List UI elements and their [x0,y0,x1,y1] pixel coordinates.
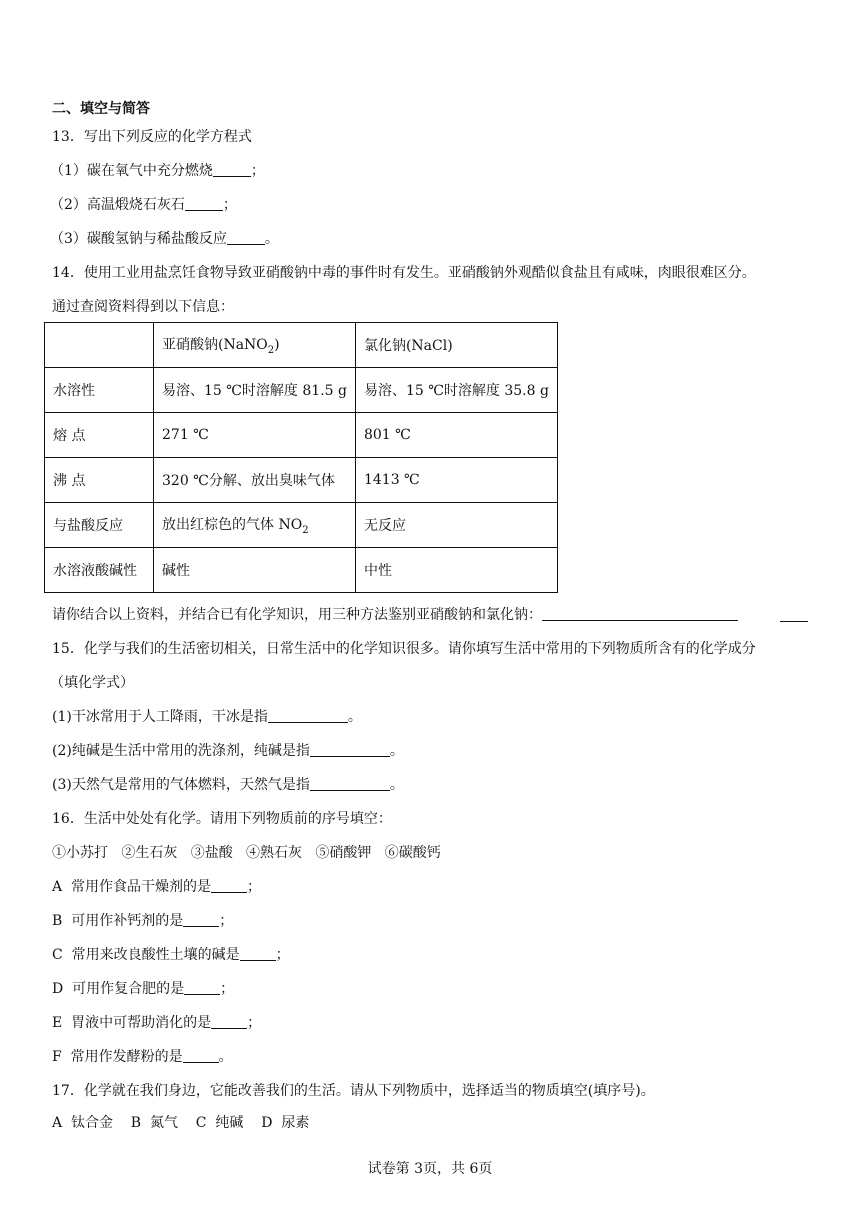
table-cell: 320 ℃分解、放出臭味气体 [154,458,356,503]
table-cell [45,323,154,368]
table-row [45,368,558,413]
q16-item-c: C 常用来改良酸性土壤的碱是 ； [52,947,290,963]
answer-blank[interactable] [227,230,265,245]
table-cell: 无反应 [355,503,557,548]
answer-blank[interactable] [240,946,276,961]
q14-question: 请你结合以上资料，并结合已有化学知识，用三种方法鉴别亚硝酸钠和氯化钠： [52,605,738,625]
table-cell: 碱性 [154,548,356,593]
table-cell: 沸 点 [45,458,154,503]
q16-stem: 16．生活中处处有化学。请用下列物质前的序号填空： [52,811,392,827]
q14-stem-line2: 通过查阅资料得到以下信息： [52,299,234,315]
section-title: 二、填空与简答 [52,101,150,117]
q15-stem-line2: （填化学式） [50,675,134,691]
page-footer: 试卷第 3页，共 6页 [367,1161,493,1177]
q15-item-3: (3)天然气是常用的气体燃料，天然气是指 。 [52,777,404,793]
table-row [45,413,558,458]
answer-blank[interactable] [211,1014,247,1029]
q17-stem: 17．化学就在我们身边，它能改善我们的生活。请从下列物质中，选择适当的物质填空(填序号)。 [52,1083,655,1099]
table-row [45,458,558,503]
answer-blank[interactable] [310,742,390,757]
q16-item-f: F 常用作发酵粉的是 。 [52,1049,233,1065]
table-row [45,548,558,593]
q15-item-1: (1)干冰常用于人工降雨，干冰是指 。 [52,709,362,725]
q14-stem-line1: 14．使用工业用盐烹饪食物导致亚硝酸钠中毒的事件时有发生。亚硝酸钠外观酷似食盐且有咸味，肉眼很难区分。 [52,265,756,281]
q13-stem: 13．写出下列反应的化学方程式 [52,129,252,145]
table-cell: 水溶性 [45,368,154,413]
q16-item-b: B 可用作补钙剂的是 ； [52,913,234,929]
table-cell: 中性 [355,548,557,593]
q15-stem-line1: 15．化学与我们的生活密切相关，日常生活中的化学知识很多。请你填写生活中常用的下列物质所含有的化学成分 [52,641,756,657]
q16-options: ①小苏打 ②生石灰 ③盐酸 ④熟石灰 ⑤硝酸钾 ⑥碳酸钙 [52,845,441,861]
q17-options: A 钛合金 B 氮气 C 纯碱 D 尿素 [52,1115,310,1131]
table-cell: 氯化钠(NaCl) [355,323,557,368]
answer-blank[interactable] [780,607,808,622]
info-table [44,322,558,593]
answer-blank[interactable] [184,980,220,995]
table-cell: 271 ℃ [154,413,356,458]
answer-blank[interactable] [213,162,251,177]
q13-item-3: （3）碳酸氢钠与稀盐酸反应 。 [50,231,279,247]
answer-blank[interactable] [183,912,219,927]
table-cell: 1413 ℃ [355,458,557,503]
table-row [45,323,558,368]
q16-item-d: D 可用作复合肥的是 ； [52,981,235,997]
q13-item-1: （1）碳在氧气中充分燃烧 ； [50,163,265,179]
table-cell: 易溶、15 ℃时溶解度 81.5 g [154,368,356,413]
answer-blank[interactable] [183,1048,219,1063]
answer-blank[interactable] [542,606,738,621]
answer-blank[interactable] [310,776,390,791]
table-cell: 放出红棕色的气体 $NO_2$ [154,503,356,548]
q15-item-2: (2)纯碱是生活中常用的洗涤剂，纯碱是指 。 [52,743,404,759]
table-cell: 801 ℃ [355,413,557,458]
answer-blank[interactable] [268,708,348,723]
table-cell: 易溶、15 ℃时溶解度 35.8 g [355,368,557,413]
answer-blank[interactable] [211,878,247,893]
table-cell: 水溶液酸碱性 [45,548,154,593]
table-cell: 与盐酸反应 [45,503,154,548]
q16-item-a: A 常用作食品干燥剂的是 ； [52,879,262,895]
table-row [45,503,558,548]
table-cell: 亚硝酸钠(NaNO$_2$) [154,323,356,368]
q16-item-e: E 胃液中可帮助消化的是 ； [52,1015,262,1031]
answer-blank[interactable] [185,196,223,211]
q13-item-2: （2）高温煅烧石灰石 ； [50,197,237,213]
table-cell: 熔 点 [45,413,154,458]
